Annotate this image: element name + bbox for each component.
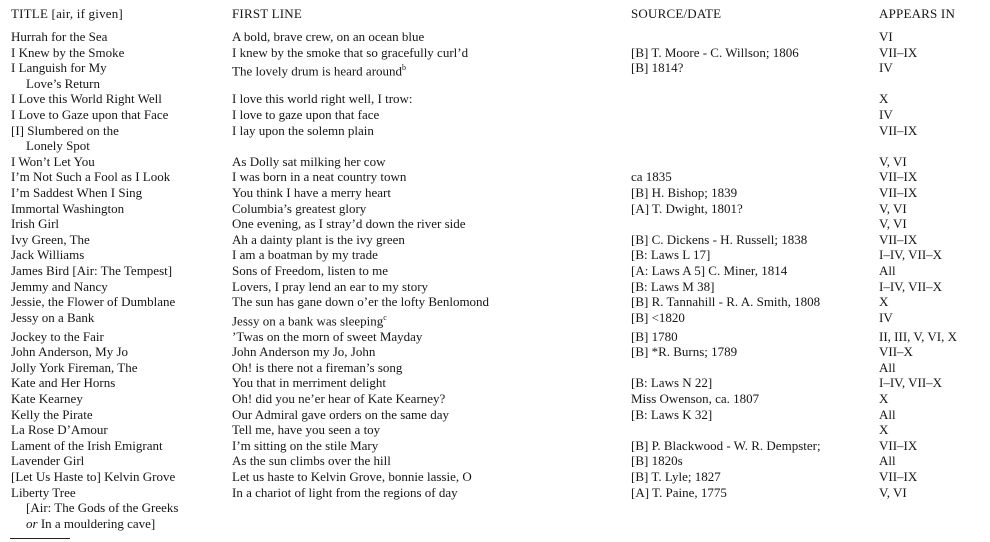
cell-title [10,232,231,248]
cell-first-line [231,169,630,185]
cell-appears-in: X [879,422,889,438]
table-row [10,407,990,423]
first-line-text: The lovely drum is heard around [232,63,403,79]
song-title: I Languish for My [11,60,107,76]
cell-first-line [231,45,630,61]
cell-source-date [630,29,878,45]
cell-first-line [231,263,630,279]
cell-appears-in: X [879,294,889,310]
cell-title [10,247,231,263]
cell-source-date [630,91,878,107]
song-title: Lament of the Irish Emigrant [11,437,163,453]
first-line-text: Jessy on a bank was sleeping [232,313,384,329]
cell-title [10,453,231,469]
footnote-marker: c [383,312,387,322]
song-title: John Anderson, My Jo [11,344,129,360]
cell-title [10,329,231,345]
cell-first-line [231,344,630,360]
cell-first-line [231,91,630,107]
cell-title [10,60,231,91]
cell-appears-in: IV [879,60,893,76]
table-row [10,391,990,407]
cell-appears-in: VII–IX [879,437,918,453]
cell-appears-in: I–IV, VII–X [879,278,943,294]
song-title: Lavender Girl [11,453,85,469]
table-row [10,438,990,454]
cell-appears-in: VII–IX [879,122,918,138]
first-line-text: Lovers, I pray lend an ear to my story [232,278,429,294]
song-title: I’m Not Such a Fool as I Look [11,169,171,185]
cell-first-line [231,60,630,91]
cell-title [10,154,231,170]
table-row [10,185,990,201]
header-source-date: SOURCE/DATE [631,6,722,21]
first-line-text: ’Twas on the morn of sweet Mayday [232,328,423,344]
cell-appears-in: X [879,91,889,107]
cell-first-line [231,407,630,423]
cell-first-line [231,279,630,295]
cell-title [10,407,231,423]
first-line-text: As the sun climbs over the hill [232,453,391,469]
song-title: Kelly the Pirate [11,406,93,422]
cell-appears-in: I–IV, VII–X [879,375,943,391]
first-line-text: I was born in a neat country town [232,169,407,185]
cell-source-date: [B] P. Blackwood - W. R. Dempster; [631,437,821,453]
table-row [10,453,990,469]
cell-first-line [231,185,630,201]
cell-source-date: [B: Laws L 17] [631,247,711,263]
song-title: Jemmy and Nancy [11,278,108,294]
cell-title [10,485,231,532]
cell-source-date: [B] C. Dickens - H. Russell; 1838 [631,231,808,247]
cell-source-date [630,154,878,170]
first-line-text: Oh! did you ne’er hear of Kate Kearney? [232,390,446,406]
cell-appears-in: II, III, V, VI, X [879,328,957,344]
footnote-marker: b [402,63,407,73]
cell-title [10,310,231,329]
table-row [10,469,990,485]
first-line-text: I am a boatman by my trade [232,247,378,263]
cell-source-date [630,422,878,438]
cell-first-line [231,469,630,485]
song-title: Liberty Tree [11,484,76,500]
cell-appears-in: VII–IX [879,184,918,200]
table-row [10,232,990,248]
first-line-text: Oh! is there not a fireman’s song [232,359,403,375]
cell-source-date [630,360,878,376]
cell-appears-in: VII–IX [879,468,918,484]
cell-source-date: [B: Laws K 32] [631,406,713,422]
table-row [10,201,990,217]
cell-first-line [231,375,630,391]
cell-source-date: [B] *R. Burns; 1789 [631,344,738,360]
song-title: Kate and Her Horns [11,375,116,391]
song-title: Jolly York Fireman, The [11,359,138,375]
cell-title [10,438,231,454]
cell-appears-in: VII–X [879,344,913,360]
table-row [10,91,990,107]
first-line-text: In a chariot of light from the regions of day [232,484,458,500]
air-alternative-title: In a mouldering cave] [37,515,156,531]
cell-title [10,469,231,485]
cell-first-line [231,485,630,532]
table-row [10,154,990,170]
table-row [10,375,990,391]
header-title: TITLE [air, if given] [11,6,123,21]
song-title: [Let Us Haste to] Kelvin Grove [11,468,176,484]
song-title: I Love this World Right Well [11,91,162,107]
song-title: I Knew by the Smoke [11,44,125,60]
cell-title [10,91,231,107]
cell-title [10,375,231,391]
cell-first-line [231,329,630,345]
table-row [10,263,990,279]
first-line-text: Our Admiral gave orders on the same day [232,406,449,422]
cell-first-line [231,453,630,469]
cell-title [10,107,231,123]
song-title-continuation: [Air: The Gods of the Greeks [26,500,179,516]
cell-source-date: [B] T. Lyle; 1827 [631,468,721,484]
table-row [10,329,990,345]
cell-source-date: [B] 1780 [631,328,678,344]
table-row [10,344,990,360]
table-row [10,360,990,376]
cell-appears-in: V, VI [879,200,907,216]
first-line-text: A bold, brave crew, on an ocean blue [232,29,425,44]
cell-source-date: [B] H. Bishop; 1839 [631,184,738,200]
song-title: [I] Slumbered on the [11,122,119,138]
first-line-text: Tell me, have you seen a toy [232,422,381,438]
first-line-text: As Dolly sat milking her cow [232,153,386,169]
cell-title [10,185,231,201]
cell-title [10,360,231,376]
cell-source-date: [B] R. Tannahill - R. A. Smith, 1808 [631,294,821,310]
cell-source-date: [B] <1820 [631,309,685,325]
cell-source-date: [B] T. Moore - C. Willson; 1806 [631,44,799,60]
cell-first-line [231,201,630,217]
cell-first-line [231,422,630,438]
song-title: I’m Saddest When I Sing [11,184,143,200]
table-row [10,485,990,532]
first-line-text: One evening, as I stray’d down the river side [232,216,466,232]
first-line-text: I knew by the smoke that so gracefully curl’d [232,44,469,60]
cell-first-line [231,360,630,376]
cell-appears-in: VII–IX [879,231,918,247]
song-title: I Love to Gaze upon that Face [11,106,169,122]
song-title: Jessie, the Flower of Dumblane [11,294,176,310]
table-row [10,216,990,232]
cell-appears-in: All [879,453,896,469]
song-title-continuation: Love’s Return [26,75,101,91]
air-alternative-word: or [26,515,38,531]
header-row [10,6,990,29]
song-title: Jessy on a Bank [11,309,95,325]
cell-title [10,123,231,154]
cell-first-line [231,294,630,310]
cell-title [10,216,231,232]
song-title: La Rose D’Amour [11,422,108,438]
table-row [10,29,990,45]
table-row [10,169,990,185]
cell-source-date: [B] 1820s [631,453,683,469]
first-line-text: I lay upon the solemn plain [232,122,374,138]
cell-source-date: [B: Laws M 38] [631,278,715,294]
cell-appears-in: All [879,262,896,278]
cell-title [10,45,231,61]
cell-appears-in: All [879,359,896,375]
song-title: Hurrah for the Sea [11,29,108,44]
cell-source-date: [B: Laws N 22] [631,375,713,391]
cell-first-line [231,391,630,407]
first-line-text: You think I have a merry heart [232,184,391,200]
cell-appears-in: VII–IX [879,169,918,185]
cell-title [10,344,231,360]
cell-appears-in: IV [879,309,893,325]
song-title-continuation-2 [11,516,231,532]
cell-appears-in: VI [879,29,893,44]
cell-source-date: [A] T. Paine, 1775 [631,484,727,500]
cell-first-line [231,310,630,329]
cell-title [10,263,231,279]
first-line-text: Ah a dainty plant is the ivy green [232,231,405,247]
cell-title [10,422,231,438]
first-line-text: Let us haste to Kelvin Grove, bonnie lassie, O [232,468,472,484]
cell-appears-in: All [879,406,896,422]
first-line-text: John Anderson my Jo, John [232,344,376,360]
table-body [10,29,990,531]
cell-title [10,294,231,310]
cell-first-line [231,247,630,263]
cell-source-date: ca 1835 [631,169,672,185]
footnote-rule [10,538,70,539]
cell-source-date: [B] 1814? [631,60,684,76]
table-row [10,123,990,154]
cell-first-line [231,216,630,232]
table-row [10,247,990,263]
song-title: Jockey to the Fair [11,328,104,344]
table-row [10,422,990,438]
cell-first-line [231,232,630,248]
cell-title [10,391,231,407]
table-row [10,60,990,91]
cell-source-date: Miss Owenson, ca. 1807 [631,390,760,406]
cell-appears-in: V, VI [879,216,907,232]
table-row [10,310,990,329]
first-line-text: I love this world right well, I trow: [232,91,413,107]
cell-appears-in: IV [879,106,893,122]
song-title: Ivy Green, The [11,231,90,247]
first-line-text: You that in merriment delight [232,375,386,391]
first-line-text: I’m sitting on the stile Mary [232,437,379,453]
cell-appears-in: X [879,390,889,406]
cell-appears-in: V, VI [879,153,907,169]
cell-first-line [231,123,630,154]
table-row [10,45,990,61]
song-title: Irish Girl [11,216,60,232]
song-title: Kate Kearney [11,390,83,406]
table-row [10,279,990,295]
cell-appears-in: I–IV, VII–X [879,247,943,263]
cell-source-date: [A: Laws A 5] C. Miner, 1814 [631,262,788,278]
cell-first-line [231,154,630,170]
cell-source-date [630,216,878,232]
first-line-text: Sons of Freedom, listen to me [232,262,388,278]
first-line-text: I love to gaze upon that face [232,106,380,122]
song-title: Jack Williams [11,247,85,263]
cell-appears-in: VII–IX [879,44,918,60]
cell-first-line [231,107,630,123]
table-row [10,294,990,310]
first-line-text: The sun has gane down o’er the lofty Benlomond [232,294,490,310]
cell-first-line [231,438,630,454]
table-row [10,107,990,123]
song-title: Immortal Washington [11,200,125,216]
cell-title [10,279,231,295]
header-appears-in: APPEARS IN [879,6,956,21]
song-title-continuation: Lonely Spot [26,138,90,154]
cell-source-date [630,107,878,123]
cell-source-date: [A] T. Dwight, 1801? [631,200,743,216]
song-title: I Won’t Let You [11,153,95,169]
cell-title [10,29,231,45]
cell-title [10,201,231,217]
cell-first-line [231,29,630,45]
cell-appears-in: V, VI [879,484,907,500]
cell-source-date [630,123,878,154]
song-title: James Bird [Air: The Tempest] [11,262,173,278]
cell-title [10,169,231,185]
header-first-line: FIRST LINE [232,6,303,21]
first-line-text: Columbia’s greatest glory [232,200,367,216]
song-index-table [10,6,990,531]
